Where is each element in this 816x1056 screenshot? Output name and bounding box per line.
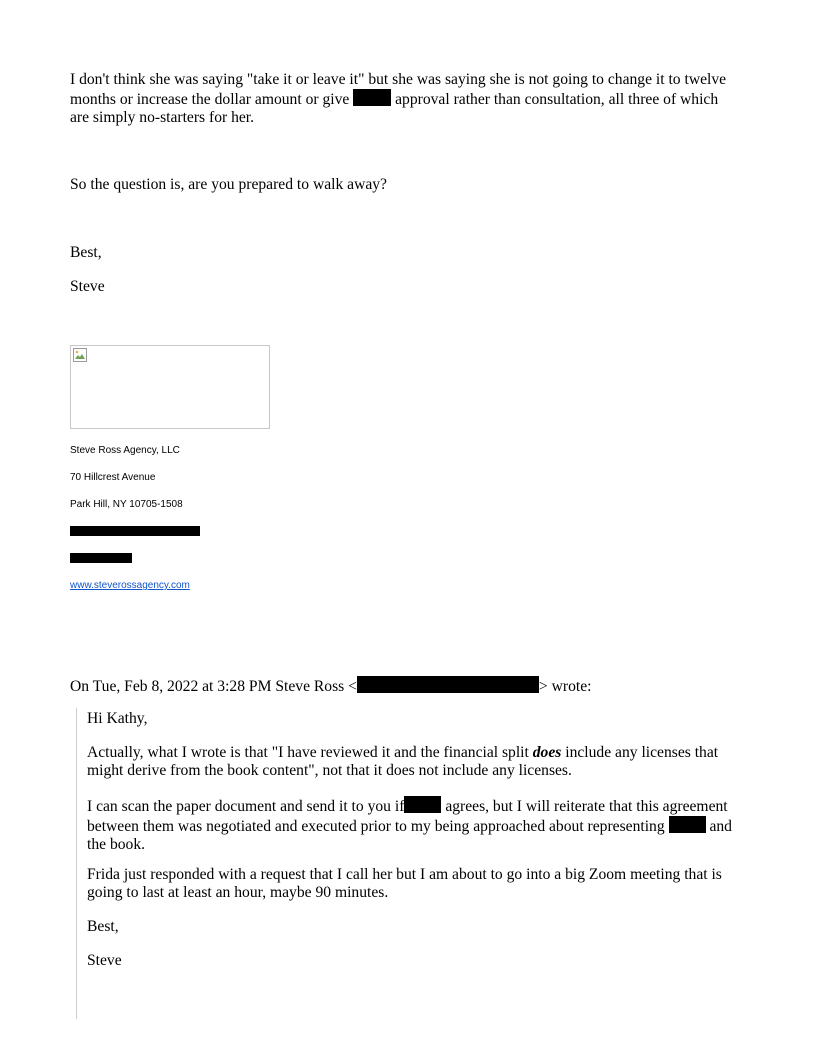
body-text: between them was negotiated and executed prior to my being approached about representing xyxy=(87,818,665,835)
body-line: the book. xyxy=(87,836,146,853)
signature-street: 70 Hillcrest Avenue xyxy=(70,472,156,483)
signature-company: Steve Ross Agency, LLC xyxy=(70,445,180,456)
quoted-greeting: Hi Kathy, xyxy=(87,710,148,727)
body-paragraph xyxy=(70,71,726,127)
body-text: months or increase the dollar amount or give xyxy=(70,91,350,108)
body-line: might derive from the book content", not that it does not include any licenses. xyxy=(87,762,572,779)
redaction-block xyxy=(669,816,706,833)
redaction-block xyxy=(357,676,539,693)
website-link[interactable]: www.steverossagency.com xyxy=(70,580,190,591)
body-text: Actually, what I wrote is that "I have reviewed it and the financial split xyxy=(87,744,529,761)
body-line xyxy=(87,744,718,762)
body-text: agrees, but I will reiterate that this agreement xyxy=(445,798,728,815)
quoted-paragraph xyxy=(87,744,718,780)
quoted-header-text: > wrote: xyxy=(538,678,592,695)
quoted-header xyxy=(70,676,591,696)
quoted-closing: Best, xyxy=(87,918,119,935)
body-line xyxy=(87,796,732,816)
body-line xyxy=(70,89,726,109)
body-text: approval rather than consultation, all three of which xyxy=(395,91,719,108)
question-text: So the question is, are you prepared to walk away? xyxy=(70,176,387,193)
body-text: and xyxy=(709,818,732,835)
body-line: Frida just responded with a request that I call her but I am about to go into a big Zoom meeting that is xyxy=(87,866,722,883)
quoted-paragraph xyxy=(87,866,722,902)
quoted-paragraph xyxy=(87,796,732,854)
quoted-sender-name: Steve xyxy=(87,952,122,969)
broken-image-icon xyxy=(72,347,88,363)
body-text: I can scan the paper document and send it to you if xyxy=(87,798,405,815)
sender-name: Steve xyxy=(70,278,105,295)
body-line xyxy=(87,816,732,836)
quoted-header-text: On Tue, Feb 8, 2022 at 3:28 PM Steve Ross < xyxy=(70,678,357,695)
redaction-block xyxy=(70,553,132,563)
redaction-block xyxy=(404,796,441,813)
body-text: include any licenses that xyxy=(565,744,719,761)
signature-city: Park Hill, NY 10705-1508 xyxy=(70,499,183,510)
body-line: are simply no-starters for her. xyxy=(70,109,255,126)
redaction-block xyxy=(353,89,391,106)
agency-logo xyxy=(70,345,270,429)
closing-text: Best, xyxy=(70,244,102,261)
quote-bar xyxy=(76,708,77,1019)
body-line: I don't think she was saying "take it or leave it" but she was saying she is not going to change it to twelve xyxy=(70,71,727,88)
redaction-block xyxy=(70,526,200,536)
body-line: going to last at least an hour, maybe 90 minutes. xyxy=(87,884,389,901)
emphasis-text: does xyxy=(532,744,562,761)
